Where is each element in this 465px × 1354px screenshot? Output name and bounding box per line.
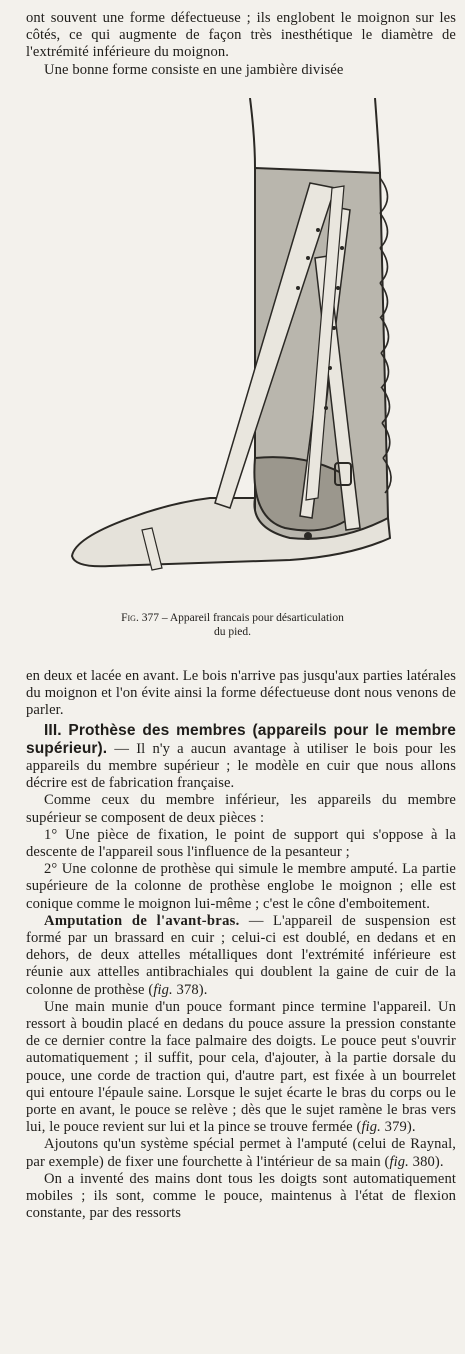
caption-text: – Appareil francais pour désarticulation: [158, 612, 344, 624]
section-heading: III. Prothèse des membres (appareils pour le membre supérieur).: [26, 721, 456, 757]
paragraph: ont souvent une forme défectueuse ; ils englobent le moignon sur les côtés, ce qui augmente de façon très inesthétique le diamètre de l'extrémité inférieure du moignon.: [26, 10, 456, 61]
paragraph: Une bonne forme consiste en une jambière divisée: [44, 61, 344, 78]
list-item: 2° Une colonne de prothèse qui simule le membre amputé. La partie supérieure de la colonne de prothèse englobe le moignon ; elle est conique comme le moignon lui-même ; c'est le cône d'emboitement.: [26, 861, 456, 912]
paragraph: Ajoutons qu'un système spécial permet à l'amputé (celui de Raynal, par exemple) de fixer une fourchette à l'intérieur de sa main (fig. 380).: [26, 1136, 456, 1170]
figure-label: Fig. 377: [121, 612, 159, 624]
subsection-heading: Amputation de l'avant-bras.: [44, 912, 240, 929]
prosthesis-illustration: [50, 98, 465, 598]
figure-caption: [0, 611, 465, 639]
paragraph: en deux et lacée en avant. Le bois n'arrive pas jusqu'aux parties latérales du moignon et l'on évite ainsi la forme défectueuse dont nous venons de parler.: [26, 668, 456, 719]
paragraph: On a inventé des mains dont tous les doigts sont automatiquement mobiles ; ils sont, comme le pouce, maintenus à l'état de flexion constante, par des ressorts: [26, 1170, 456, 1222]
text-bottom: [26, 668, 456, 1223]
caption-text: du pied.: [213, 626, 252, 638]
paragraph: Une main munie d'un pouce formant pince termine l'appareil. Un ressort à boudin placé en dedans du pouce assure la pression constante de ce dernier contre la face palmaire des doigts. Le pouce peut s'ouvrir automatiquement ; il suffit, pour cela, d'ajouter, à la partie dorsale du pouce, une corde de traction qui, d'autre part, est fixée à un bourrelet qui entoure l'épaule saine. Lorsque le sujet écarte le bras du corps ou le porte en avant, le pouce se relève ; dès que le sujet ramène le bras vers lui, le pouce revient sur lui et la pince se trouve fermée (fig. 379).: [26, 998, 456, 1136]
paragraph: Comme ceux du membre inférieur, les appareils du membre supérieur se composent de deux pièces :: [26, 792, 456, 826]
list-item: 1° Une pièce de fixation, le point de support qui s'oppose à la descente de l'appareil sous l'influence de la pesanteur ;: [26, 826, 456, 861]
subsection-paragraph: Amputation de l'avant-bras. — L'appareil de suspension est formé par un brassard en cuir ; celui-ci est doublé, en dedans et en dehors, de deux attelles métalliques dont l'extrémité inférieure est réunie aux attelles antibrachiales qui doublent la gaine de cuir de la colonne de prothèse (fig. 378).: [26, 912, 456, 998]
section-paragraph: III. Prothèse des membres (appareils pour le membre supérieur). — Il n'y a aucun avantage à utiliser le bois pour les appareils du membre supérieur ; le modèle en cuir que nous allons décrire est de fabrication française.: [26, 721, 456, 792]
text-top: [26, 10, 456, 79]
